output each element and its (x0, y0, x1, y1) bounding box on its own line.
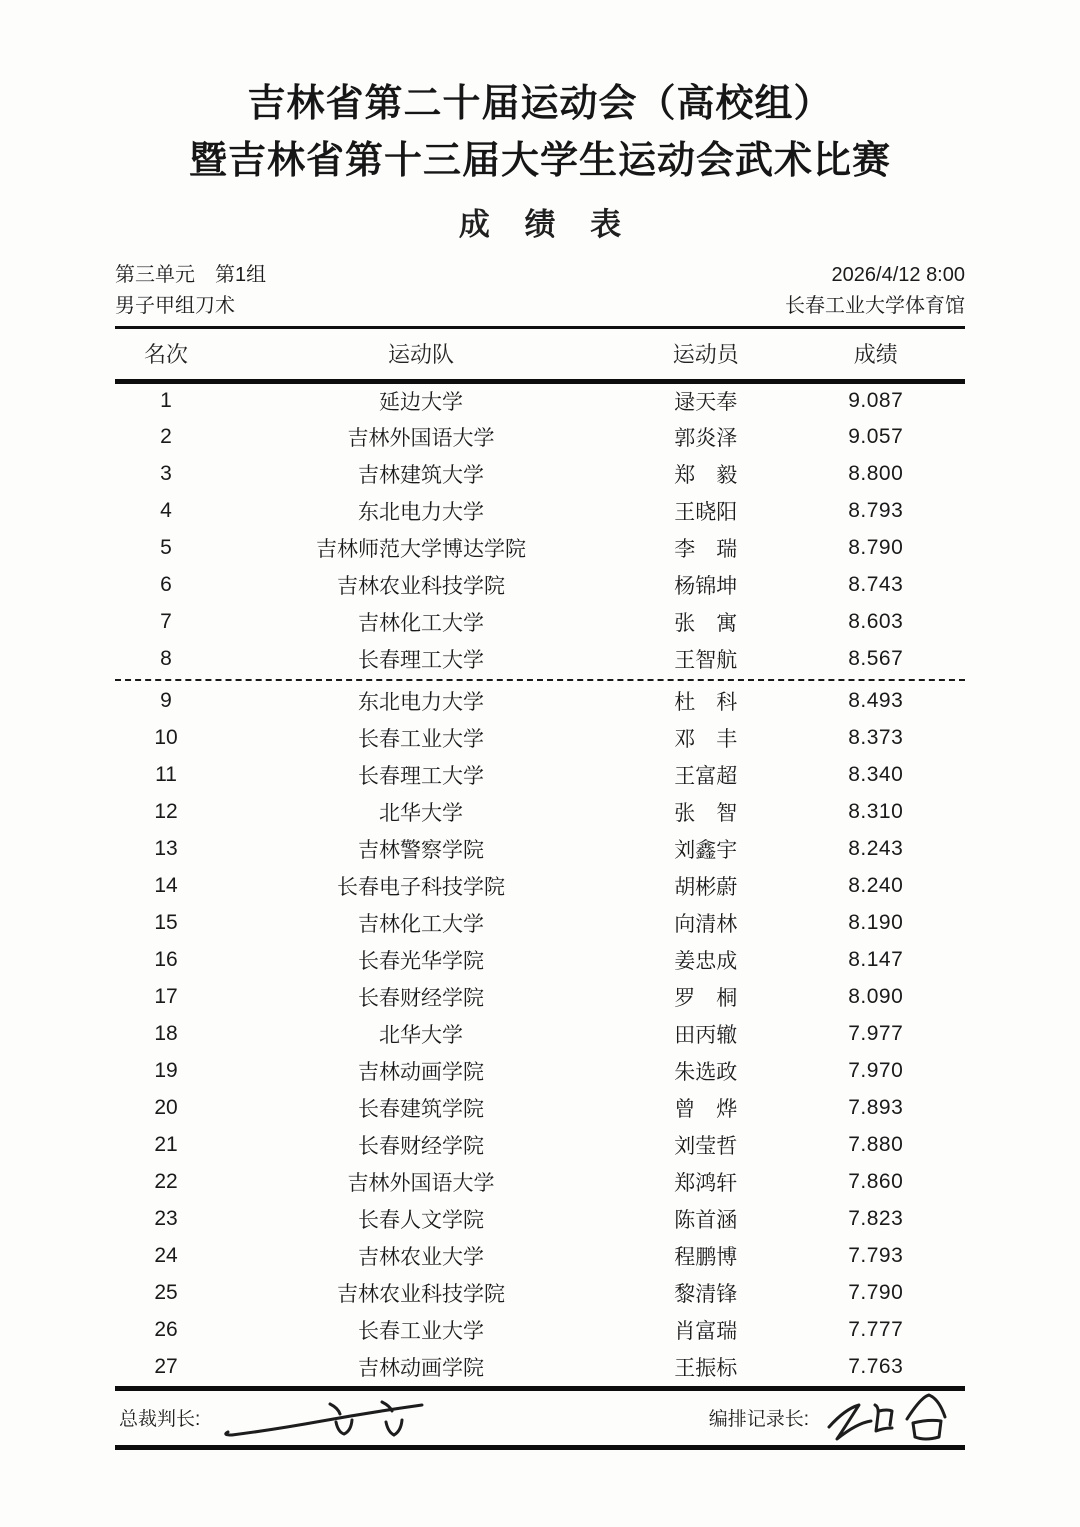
team-cell: 吉林化工大学 (358, 913, 484, 936)
score-cell: 8.790 (848, 536, 904, 559)
athlete-cell: 向清林 (674, 913, 738, 936)
rank-cell: 14 (154, 874, 178, 897)
team-cell: 吉林外国语大学 (347, 1172, 495, 1195)
table-row (115, 530, 965, 567)
athlete-cell: 刘鑫宇 (674, 839, 738, 862)
score-cell: 7.893 (848, 1096, 904, 1119)
rank-cell: 19 (154, 1059, 178, 1082)
athlete-cell: 郭炎泽 (674, 427, 738, 450)
rank-cell: 27 (154, 1355, 178, 1378)
team-cell: 吉林建筑大学 (358, 464, 484, 487)
rank-cell: 13 (154, 837, 178, 860)
score-cell: 8.373 (848, 726, 904, 749)
score-cell: 8.243 (848, 837, 904, 860)
table-row (115, 1201, 965, 1238)
table-row (115, 1016, 965, 1053)
athlete-cell: 郑 毅 (674, 464, 738, 487)
athlete-cell: 肖富瑞 (674, 1320, 738, 1343)
table-row (115, 1090, 965, 1127)
score-cell: 8.493 (848, 689, 904, 712)
athlete-cell: 刘莹哲 (674, 1135, 738, 1158)
venue-name: 长春工业大学体育馆 (785, 295, 965, 317)
table-row (115, 567, 965, 604)
athlete-cell: 王富超 (674, 765, 738, 788)
athlete-cell: 张 寓 (674, 612, 738, 635)
page-title-line1: 吉林省第二十届运动会（高校组） (247, 83, 833, 125)
rank-cell: 4 (160, 499, 172, 522)
table-row (115, 831, 965, 868)
score-cell: 8.793 (848, 499, 904, 522)
score-cell: 7.860 (848, 1170, 904, 1193)
score-cell: 8.310 (848, 800, 904, 823)
athlete-cell: 王振标 (674, 1357, 738, 1380)
table-row (115, 868, 965, 905)
table-row (115, 1164, 965, 1201)
score-cell: 8.340 (848, 763, 904, 786)
score-cell: 8.240 (848, 874, 904, 897)
results-table (115, 329, 965, 1386)
team-cell: 东北电力大学 (358, 691, 484, 714)
results-table-header (115, 329, 965, 382)
athlete-cell: 杜 科 (674, 691, 738, 714)
column-header-score: 成绩 (787, 329, 966, 382)
recorder-label: 编排记录长: (708, 1409, 809, 1430)
athlete-cell: 逯天奉 (674, 391, 738, 415)
rank-cell: 12 (154, 800, 178, 823)
table-row (115, 493, 965, 530)
team-cell: 吉林农业科技学院 (337, 1283, 505, 1306)
rank-cell: 17 (154, 985, 178, 1008)
table-row (115, 794, 965, 831)
rank-cell: 3 (160, 462, 172, 485)
table-row (115, 1275, 965, 1312)
score-cell: 7.777 (848, 1318, 904, 1341)
rank-cell: 11 (155, 763, 177, 786)
athlete-cell: 胡彬蔚 (674, 876, 738, 899)
rank-cell: 26 (154, 1318, 178, 1341)
rank-cell: 5 (160, 536, 172, 559)
score-cell: 7.880 (848, 1133, 904, 1156)
team-cell: 吉林农业科技学院 (337, 575, 505, 598)
score-cell: 7.790 (848, 1281, 904, 1304)
team-cell: 长春理工大学 (358, 765, 484, 788)
athlete-cell: 张 智 (674, 802, 738, 825)
table-row (115, 456, 965, 493)
team-cell: 长春财经学院 (358, 987, 484, 1010)
column-header-athlete: 运动员 (625, 329, 787, 382)
team-cell: 长春电子科技学院 (337, 876, 505, 899)
score-cell: 8.147 (848, 948, 904, 971)
recorder-signature (823, 1389, 955, 1447)
athlete-cell: 曾 烨 (674, 1098, 738, 1121)
column-header-team: 运动队 (217, 329, 625, 382)
team-cell: 吉林警察学院 (358, 839, 484, 862)
team-cell: 北华大学 (379, 802, 463, 825)
chief-referee-label: 总裁判长: (119, 1409, 201, 1430)
team-cell: 长春工业大学 (358, 728, 484, 751)
team-cell: 吉林师范大学博达学院 (316, 538, 526, 561)
table-row (115, 1238, 965, 1275)
athlete-cell: 邓 丰 (674, 728, 738, 751)
team-cell: 长春人文学院 (358, 1209, 484, 1232)
team-cell: 吉林化工大学 (358, 612, 484, 635)
athlete-cell: 程鹏博 (674, 1246, 738, 1269)
table-row (115, 1312, 965, 1349)
athlete-cell: 黎清锋 (674, 1283, 738, 1306)
team-cell: 北华大学 (379, 1024, 463, 1047)
rank-cell: 25 (154, 1281, 178, 1304)
team-cell: 吉林外国语大学 (347, 427, 495, 450)
score-cell: 8.800 (848, 462, 904, 485)
table-row (115, 905, 965, 942)
rank-cell: 7 (160, 610, 172, 633)
rank-cell: 8 (160, 647, 172, 670)
table-row (115, 382, 965, 419)
chief-referee-signature (214, 1392, 444, 1444)
athlete-cell: 姜忠成 (674, 950, 738, 973)
team-cell: 长春建筑学院 (358, 1098, 484, 1121)
athlete-cell: 朱选政 (674, 1061, 738, 1084)
table-row (115, 604, 965, 641)
table-row (115, 720, 965, 757)
athlete-cell: 王智航 (674, 649, 738, 672)
team-cell: 延边大学 (379, 391, 463, 415)
athlete-cell: 田丙辙 (674, 1024, 738, 1047)
rank-cell: 24 (154, 1244, 178, 1267)
athlete-cell: 王晓阳 (674, 501, 738, 524)
score-cell: 9.087 (848, 389, 904, 413)
rank-cell: 20 (154, 1096, 178, 1119)
table-row (115, 1349, 965, 1386)
athlete-cell: 郑鸿轩 (674, 1172, 738, 1195)
rank-cell: 10 (154, 726, 178, 749)
table-row (115, 1127, 965, 1164)
session-unit-group: 第三单元 第1组 (115, 264, 267, 286)
table-row (115, 942, 965, 979)
score-cell: 7.793 (848, 1244, 904, 1267)
athlete-cell: 陈首涵 (674, 1209, 738, 1232)
score-cell: 7.970 (848, 1059, 904, 1082)
team-cell: 吉林动画学院 (358, 1061, 484, 1084)
score-cell: 8.603 (848, 610, 904, 633)
score-cell: 9.057 (848, 425, 904, 448)
session-info (115, 260, 965, 322)
rank-cell: 16 (154, 948, 178, 971)
sheet-header (0, 0, 1080, 244)
page-title-line2: 暨吉林省第十三届大学生运动会武术比赛 (188, 140, 891, 182)
rank-cell: 18 (154, 1022, 178, 1045)
table-row (115, 419, 965, 456)
rank-cell: 22 (154, 1170, 178, 1193)
team-cell: 长春工业大学 (358, 1320, 484, 1343)
score-cell: 8.190 (848, 911, 904, 934)
sheet-subtitle: 成 绩 表 (458, 207, 635, 242)
table-row (115, 979, 965, 1016)
rank-cell: 15 (154, 911, 178, 934)
table-row (115, 641, 965, 678)
rank-cell: 9 (160, 689, 172, 712)
signature-row (115, 1391, 965, 1445)
column-header-rank: 名次 (115, 329, 217, 382)
table-row (115, 757, 965, 794)
athlete-cell: 李 瑞 (674, 538, 738, 561)
rank-cell: 2 (160, 425, 172, 448)
score-cell: 7.977 (848, 1022, 904, 1045)
rank-cell: 23 (154, 1207, 178, 1230)
rank-cell: 21 (154, 1133, 178, 1156)
score-cell: 8.090 (848, 985, 904, 1008)
team-cell: 长春财经学院 (358, 1135, 484, 1158)
event-name: 男子甲组刀术 (115, 295, 235, 317)
session-datetime: 2026/4/12 8:00 (831, 264, 965, 286)
score-cell: 8.743 (848, 573, 904, 596)
score-cell: 7.763 (848, 1355, 904, 1378)
results-table-body (115, 382, 965, 1386)
table-row (115, 683, 965, 720)
rank-cell: 1 (160, 389, 172, 413)
athlete-cell: 罗 桐 (674, 987, 738, 1010)
team-cell: 吉林农业大学 (358, 1246, 484, 1269)
table-row (115, 1053, 965, 1090)
athlete-cell: 杨锦坤 (674, 575, 738, 598)
team-cell: 吉林动画学院 (358, 1357, 484, 1380)
team-cell: 长春光华学院 (358, 950, 484, 973)
team-cell: 东北电力大学 (358, 501, 484, 524)
score-cell: 7.823 (848, 1207, 904, 1230)
score-cell: 8.567 (848, 647, 904, 670)
rank-cell: 6 (160, 573, 172, 596)
team-cell: 长春理工大学 (358, 649, 484, 672)
